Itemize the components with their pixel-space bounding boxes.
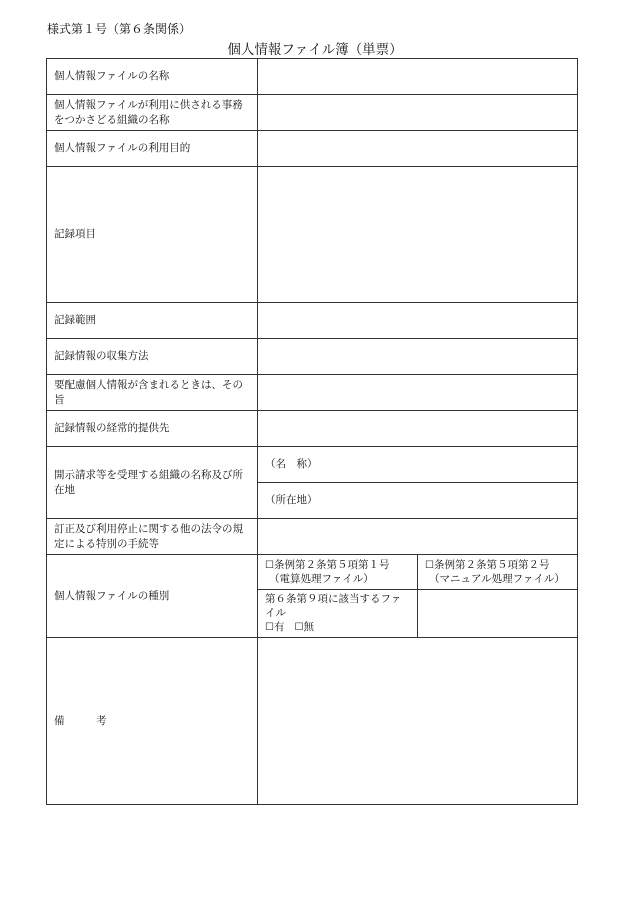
value-correction-procedures[interactable] <box>258 519 578 555</box>
label-organization: 個人情報ファイルが利用に供される事務をつかさどる組織の名称 <box>47 95 258 131</box>
value-file-name[interactable] <box>258 59 578 95</box>
type-option-computer-note: （電算処理ファイル） <box>269 573 374 586</box>
label-correction-procedures: 訂正及び利用停止に関する他の法令の規定による特別の手続等 <box>47 519 258 555</box>
label-collection-method: 記録情報の収集方法 <box>47 339 258 375</box>
no-label: 無 <box>303 621 314 634</box>
label-record-items: 記録項目 <box>47 167 258 303</box>
value-sensitive-info[interactable] <box>258 375 578 411</box>
label-record-scope: 記録範囲 <box>47 303 258 339</box>
value-collection-method[interactable] <box>258 339 578 375</box>
article-applicability-text: 第６条第９項に該当するファイル <box>265 593 402 620</box>
value-organization[interactable] <box>258 95 578 131</box>
disclosure-name-field[interactable]: （名 称） <box>258 447 578 483</box>
value-purpose[interactable] <box>258 131 578 167</box>
type-option-manual-note: （マニュアル処理ファイル） <box>429 573 565 586</box>
file-register-table <box>46 58 578 805</box>
value-remarks[interactable] <box>258 637 578 804</box>
disclosure-location-field[interactable]: （所在地） <box>258 483 578 519</box>
article-applicability-blank <box>418 590 578 638</box>
yes-label: 有 <box>273 621 285 634</box>
value-record-items[interactable] <box>258 167 578 303</box>
label-disclosure-org: 開示請求等を受理する組織の名称及び所在地 <box>47 447 258 519</box>
checkbox-icon[interactable]: ☐ <box>265 559 274 571</box>
label-regular-provision: 記録情報の経常的提供先 <box>47 411 258 447</box>
value-record-scope[interactable] <box>258 303 578 339</box>
form-number: 様式第１号（第６条関係） <box>47 22 192 36</box>
label-file-name: 個人情報ファイルの名称 <box>47 59 258 95</box>
article-applicability <box>258 590 418 638</box>
label-purpose: 個人情報ファイルの利用目的 <box>47 131 258 167</box>
label-sensitive-info: 要配慮個人情報が含まれるときは、その旨 <box>47 375 258 411</box>
checkbox-icon[interactable]: ☐ <box>265 622 274 634</box>
label-file-type: 個人情報ファイルの種別 <box>47 555 258 638</box>
document-title: 個人情報ファイル簿（単票） <box>227 42 403 58</box>
label-remarks: 備 考 <box>47 637 258 804</box>
checkbox-icon[interactable]: ☐ <box>294 622 304 634</box>
type-option-computer-label: 条例第２条第５項第１号 <box>273 558 390 571</box>
type-option-computer[interactable] <box>258 555 418 590</box>
value-regular-provision[interactable] <box>258 411 578 447</box>
type-option-manual-label: 条例第２条第５項第２号 <box>433 558 550 571</box>
checkbox-icon[interactable]: ☐ <box>425 559 434 571</box>
type-option-manual[interactable] <box>418 555 578 590</box>
